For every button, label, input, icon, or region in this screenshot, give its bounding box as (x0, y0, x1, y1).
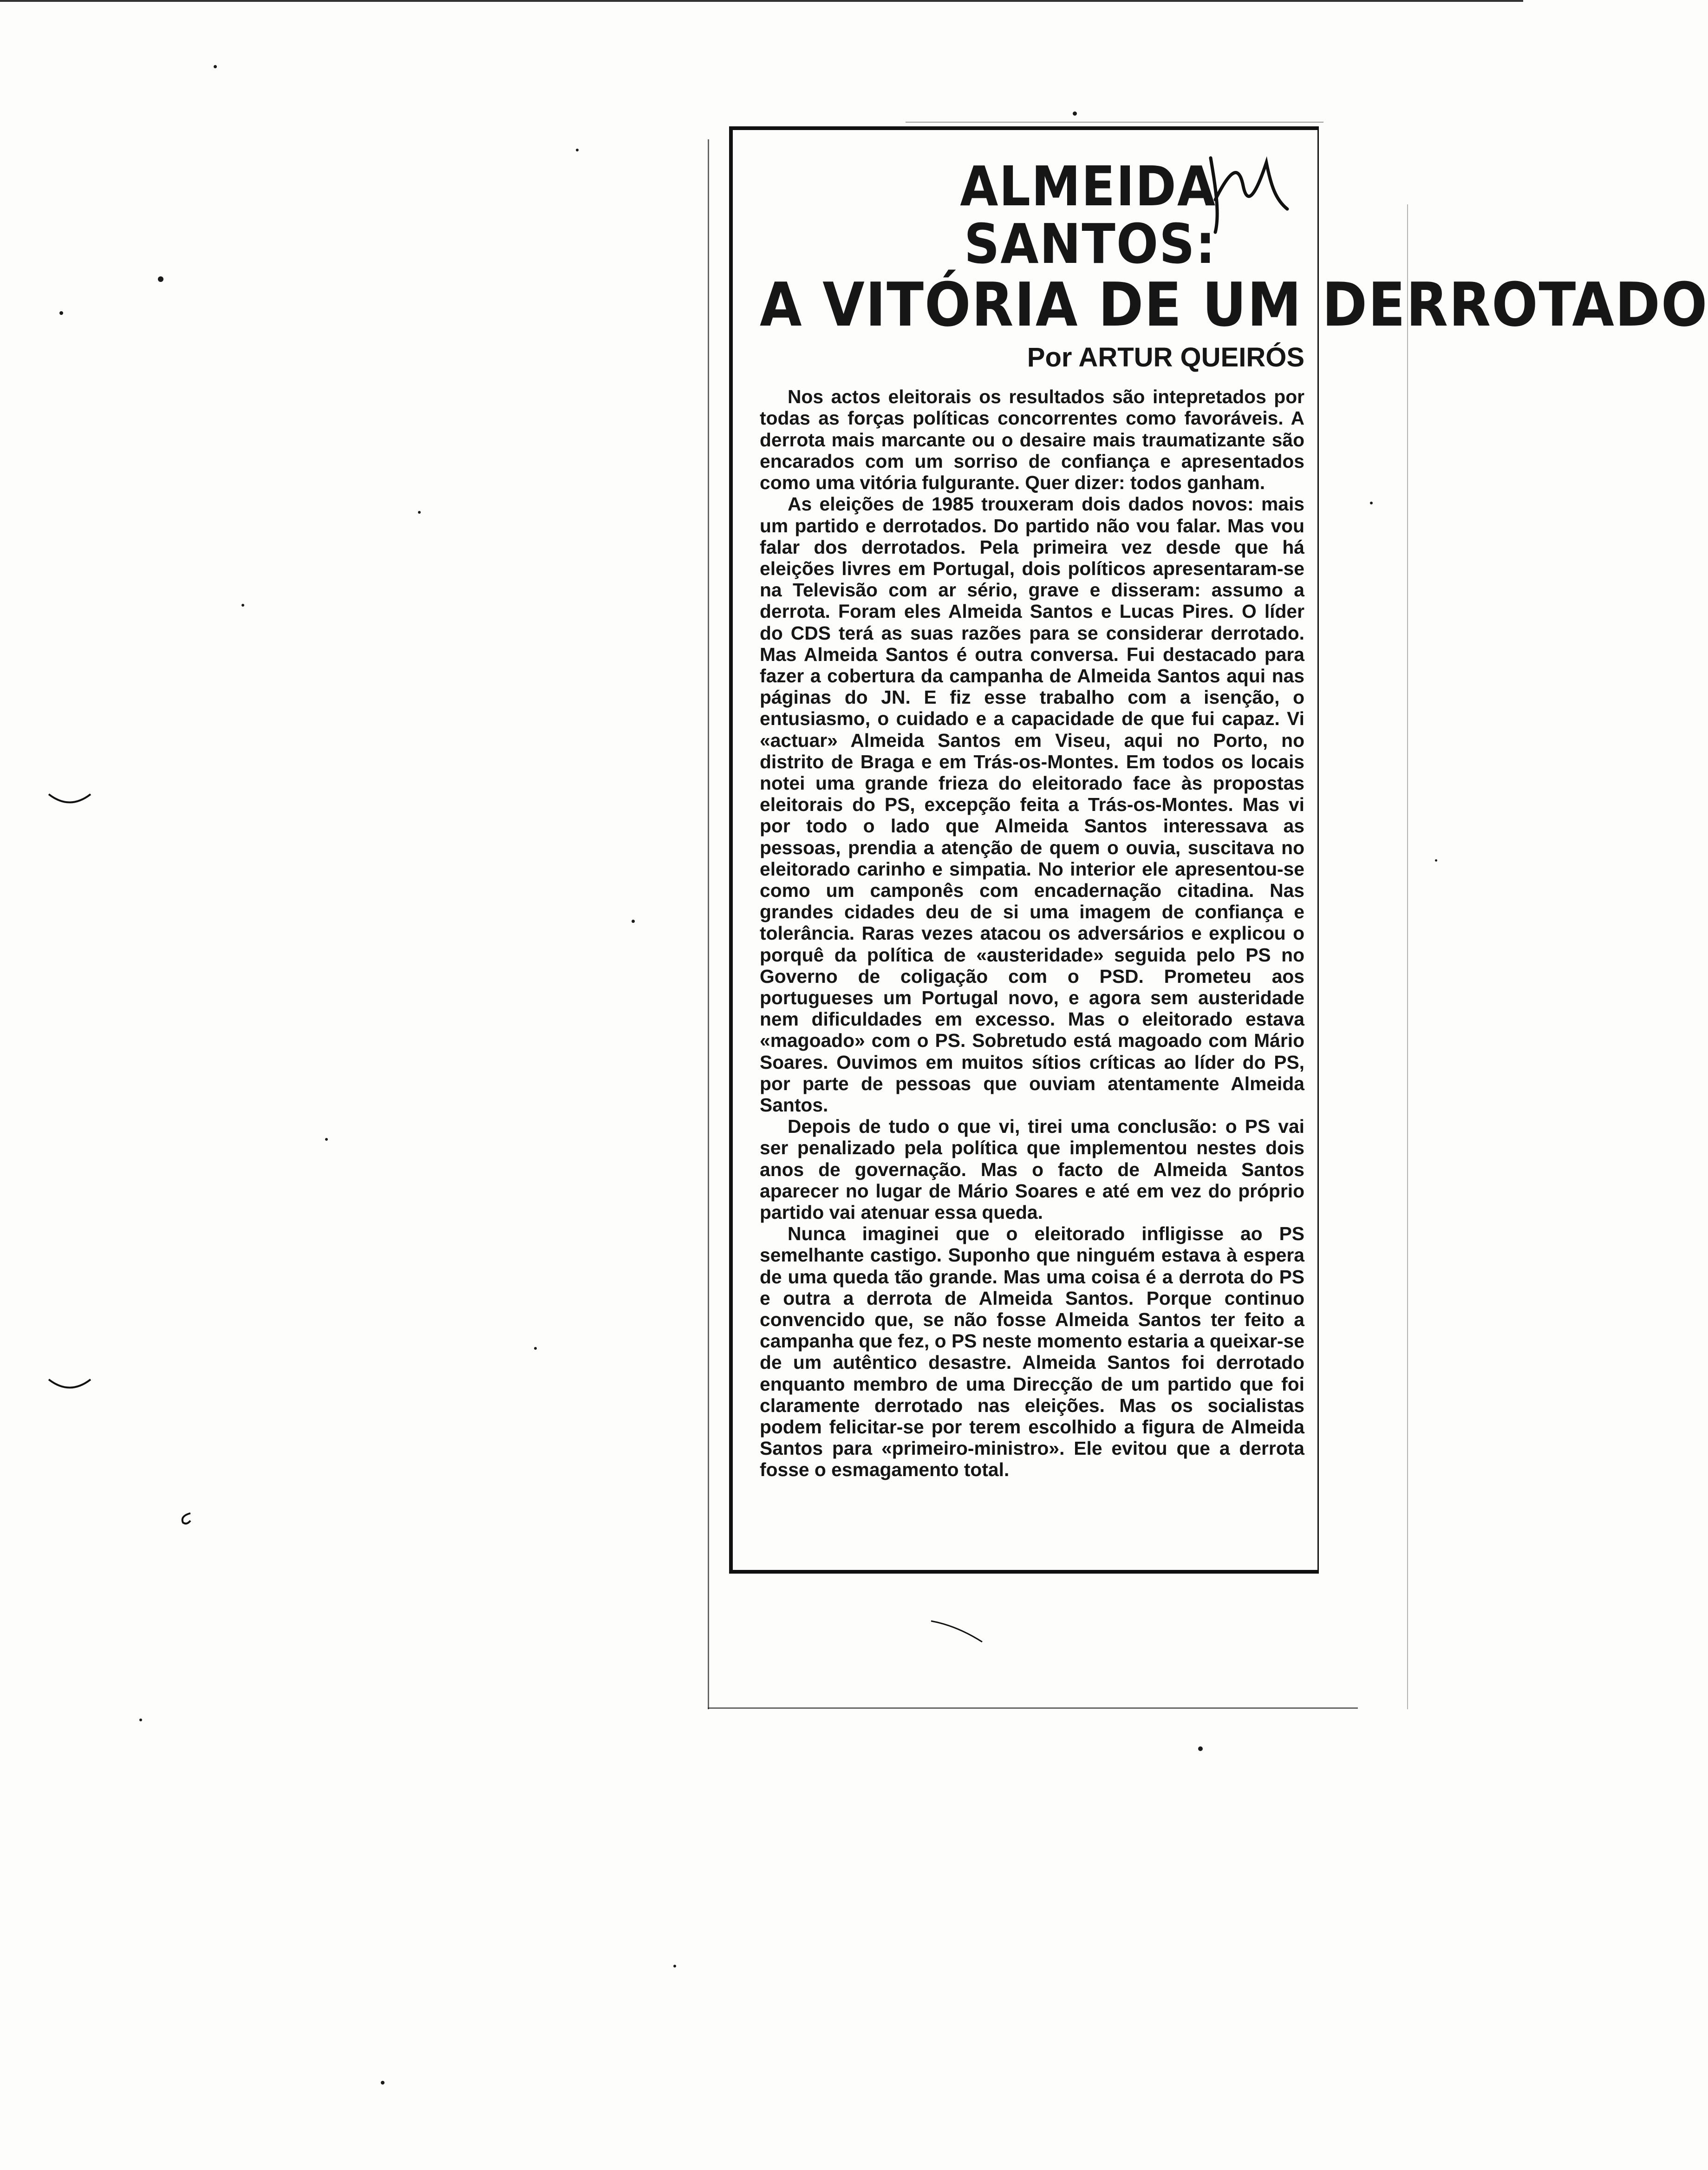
scan-speck (214, 65, 217, 68)
scan-speck (1370, 502, 1373, 504)
scan-speck (673, 1965, 676, 1967)
scan-smudge (176, 1510, 195, 1528)
scan-speck (1435, 859, 1437, 862)
headline-line-2: A VITÓRIA DE UM DERROTADO (760, 269, 1708, 340)
scan-speck (325, 1138, 328, 1141)
scan-speck (576, 149, 579, 151)
scan-speck (381, 2081, 385, 2085)
scan-speck (241, 604, 244, 607)
paragraph-2: As eleições de 1985 trouxeram dois dados novos: mais um partido e derrotados. Do partido não vou falar. Mas vou falar dos derrotados. Pela primeira vez desde que há eleições livres em Portugal, dois políticos apresentaram-se na Televisão com ar sério, grave e disseram: assumo a derrota. Foram eles Almeida Santos e Lucas Pires. O líder do CDS terá as suas razões para se considerar derrotado. Mas Almeida Santos é outra conversa. Fui destacado para fazer a cobertura da campanha de Almeida Santos aqui nas páginas do JN. E fiz esse trabalho com a isenção, o entusiasmo, o cuidado e a capacidade de que fui capaz. Vi «actuar» Almeida Santos em Viseu, aqui no Porto, no distrito de Braga e em Trás-os-Montes. Em todos os locais notei uma grande frieza do eleitorado face às propostas eleitorais do PS, excepção feita a Trás-os-Montes. Mas vi por todo o lado que Almeida Santos interessava as pessoas, prendia a atenção de quem o ouvia, suscitava no eleitorado carinho e simpatia. No interior ele apresentou-se como um camponês com encadernação citadina. Nas grandes cidades deu de si uma imagem de confiança e tolerância. Raras vezes atacou os adversários e explicou o porquê da política de «austeridade» seguida pelo PS no Governo de coligação com o PSD. Prometeu aos portugueses um Portugal novo, e agora sem austeridade nem dificuldades em excesso. Mas o eleitorado estava «magoado» com o PS. Sobretudo está magoado com Mário Soares. Ouvimos em muitos sítios críticas ao líder do PS, por parte de pessoas que ouviam atentamente Almeida Santos. (760, 493, 1304, 1116)
scan-speck (418, 511, 421, 514)
clipping-top-edge (906, 122, 1323, 123)
article-box (729, 126, 1708, 1574)
handwritten-mark (1197, 144, 1290, 237)
scan-speck (534, 1347, 537, 1350)
scan-speck (1073, 111, 1077, 116)
scan-speck (632, 920, 635, 923)
paragraph-4: Nunca imaginei que o eleitorado infligisse ao PS semelhante castigo. Suponho que ninguém estava à espera de uma queda tão grande. Mas uma coisa é a derrota do PS e outra a derrota de Almeida Santos. Porque continuo convencido que, se não fosse Almeida Santos ter feito a campanha que fez, o PS neste momento estaria a queixar-se de um autêntico desastre. Almeida Santos foi derrotado enquanto membro de uma Direcção de um partido que foi claramente derrotado nas eleições. Mas os socialistas podem felicitar-se por terem escolhido a figura de Almeida Santos para «primeiro-ministro». Ele evitou que a derrota fosse o esmagamento total. (760, 1223, 1304, 1481)
article-body (760, 386, 1304, 1480)
scan-smudge-arc (46, 790, 93, 808)
paragraph-1: Nos actos eleitorais os resultados são intepretados por todas as forças políticas concorrentes como favoráveis. A derrota mais marcante ou o desaire mais traumatizante são encarados com um sorriso de confiança e apresentados como uma vitória fulgurante. Quer dizer: todos ganham. (760, 386, 1304, 494)
scan-speck (158, 276, 163, 282)
clipping-bottom-edge (708, 1707, 1358, 1709)
scan-smudge-arc (46, 1375, 93, 1393)
clipping-left-edge (708, 139, 709, 1709)
byline: Por ARTUR QUEIRÓS (1027, 342, 1304, 373)
scan-top-edge (0, 0, 1523, 2)
scan-speck (139, 1719, 142, 1721)
paragraph-3: Depois de tudo o que vi, tirei uma conclusão: o PS vai ser penalizado pela política que implementou nestes dois anos de governação. Mas o facto de Almeida Santos aparecer no lugar de Mário Soares e até em vez do próprio partido vai atenuar essa queda. (760, 1116, 1304, 1223)
headline-line-1: ALMEIDA SANTOS: (960, 154, 1216, 276)
scan-speck (1198, 1746, 1203, 1751)
scan-speck (59, 311, 63, 315)
clipping-right-edge (1407, 204, 1408, 1709)
scan-smudge (929, 1616, 984, 1644)
